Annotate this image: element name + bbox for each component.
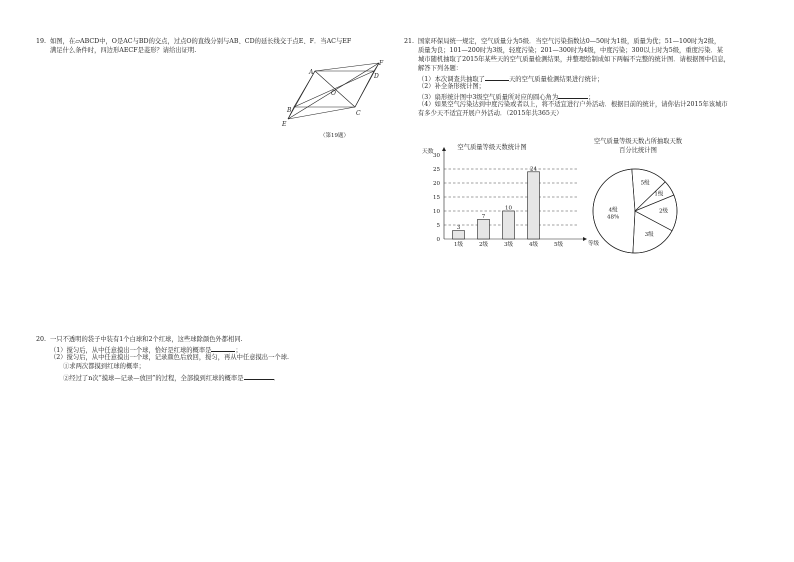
x-tick-label: 5级	[554, 242, 563, 248]
q21-text-line2: 质量为良；101—200时为3级，轻度污染；201—300时为4级，中度污染；300以上时为5级，重度污染．某	[418, 47, 724, 54]
label-e: E	[282, 121, 287, 128]
label-d: D	[374, 73, 379, 80]
pie-chart	[588, 134, 688, 264]
pie-slice-label: 5级	[640, 180, 650, 187]
y-tick-label: 30	[433, 153, 440, 159]
x-tick-label: 1级	[454, 242, 463, 248]
label-f: F	[379, 60, 384, 67]
pie-chart-subtitle: 百分比统计图	[619, 147, 657, 154]
pie-slice-label: 4级	[608, 207, 618, 214]
x-tick-label: 3级	[504, 242, 513, 248]
q21-text-line1: 国家环保局统一规定，空气质量分为5级．当空气污染指数达0—50时为1级，质量为优；51—100时为2级，	[418, 38, 721, 45]
q20-number: 20.	[36, 336, 47, 343]
bar-1	[453, 231, 465, 239]
q20-part1: （1）搅匀后，从中任意摸出一个球，恰好是红球的概率是 ；	[50, 347, 242, 354]
bar-3	[503, 211, 515, 239]
bar-value-label: 7	[481, 213, 486, 220]
label-c: C	[356, 110, 361, 117]
q21-text-line4: 解答下列各题：	[418, 65, 463, 72]
x-axis-arrow	[583, 237, 587, 241]
q21-part4-line1: （4）如果空气污染达到中度污染或者以上，将不适宜进行户外活动．根据目前的统计，请你估计2015年该城市	[418, 101, 728, 108]
q21-part3: （3）扇形统计图中3级空气质量所对应的圆心角为 ；	[418, 94, 595, 101]
y-tick-label: 20	[433, 181, 440, 187]
bar-2	[478, 219, 490, 239]
q19-number: 19.	[36, 38, 47, 45]
q21-number: 21.	[404, 38, 415, 45]
diagonal-ac	[315, 71, 355, 107]
pie-slice-label: 2级	[659, 208, 669, 215]
q20-sub1: ①求两次都摸到红球的概率；	[63, 363, 145, 370]
y-tick-label: 0	[436, 237, 440, 243]
diagonal-bd	[294, 71, 374, 107]
y-tick-label: 10	[433, 209, 440, 215]
label-b: B	[287, 107, 292, 114]
bar-chart	[420, 138, 600, 256]
y-tick-label: 15	[433, 195, 440, 201]
q21-text-line3: 城市随机抽取了2015年某些天的空气质量检测结果，并整理绘制成如下两幅不完整的统计图．请根据图中信息，	[418, 56, 730, 63]
y-axis-label: 天数	[422, 149, 434, 155]
bar-4	[528, 172, 540, 239]
q19-caption: （第19题）	[320, 133, 349, 139]
y-tick-label: 5	[436, 223, 440, 229]
y-axis-arrow	[442, 147, 446, 151]
bar-value-label: 24	[530, 166, 537, 173]
q19-geometry-figure	[270, 58, 400, 140]
answer-blank-q21-3[interactable]	[558, 92, 588, 99]
pie-slice-percent: 48%	[607, 214, 620, 221]
x-axis-label: 等级	[588, 241, 600, 247]
q20-part2: （2）搅匀后，从中任意摸出一个球，记录颜色后放回，搅匀，再从中任意摸出一个球.	[50, 354, 289, 361]
pie-slice-label: 3级	[644, 231, 654, 238]
q21-part4-line2: 有多少天不适宜开展户外活动．（2015年共365天）	[418, 110, 563, 117]
label-o: O	[331, 90, 336, 97]
x-tick-label: 4级	[529, 242, 538, 248]
pie-chart-title: 空气质量等级天数占所抽取天数	[593, 138, 683, 145]
bar-value-label: 3	[456, 225, 461, 232]
answer-blank-q20-2[interactable]	[244, 373, 274, 380]
q20-text-line1: 一只不透明的袋子中装有1个白球和2个红球，这些球除颜色外都相同.	[50, 336, 243, 343]
label-a: A	[309, 69, 314, 76]
answer-blank-q20-1[interactable]	[211, 345, 235, 352]
q21-part1: （1）本次调查共抽取了 天的空气质量检测结果进行统计；	[418, 76, 604, 83]
q20-sub2: ②经过了n次“摸球—记录—放回”的过程，全部摸到红球的概率是 ．	[63, 375, 280, 382]
bar-value-label: 10	[505, 205, 512, 212]
q19-text-line2: 满足什么条件时，四边形AECF是菱形？请给出证明.	[50, 47, 197, 54]
y-tick-label: 25	[433, 167, 440, 173]
q21-part2: （2）补全条形统计图；	[418, 83, 485, 90]
q19-text-line1: 如图，在▱ABCD中，O是AC与BD的交点，过点O的直线分别与AB、CD的延长线交于点E、F．当AC与EF	[50, 38, 352, 45]
answer-blank-q21-1[interactable]	[485, 74, 509, 81]
pie-slice-label: 1级	[654, 191, 664, 198]
bar-chart-title: 空气质量等级天数统计图	[457, 144, 527, 151]
x-tick-label: 2级	[479, 242, 488, 248]
